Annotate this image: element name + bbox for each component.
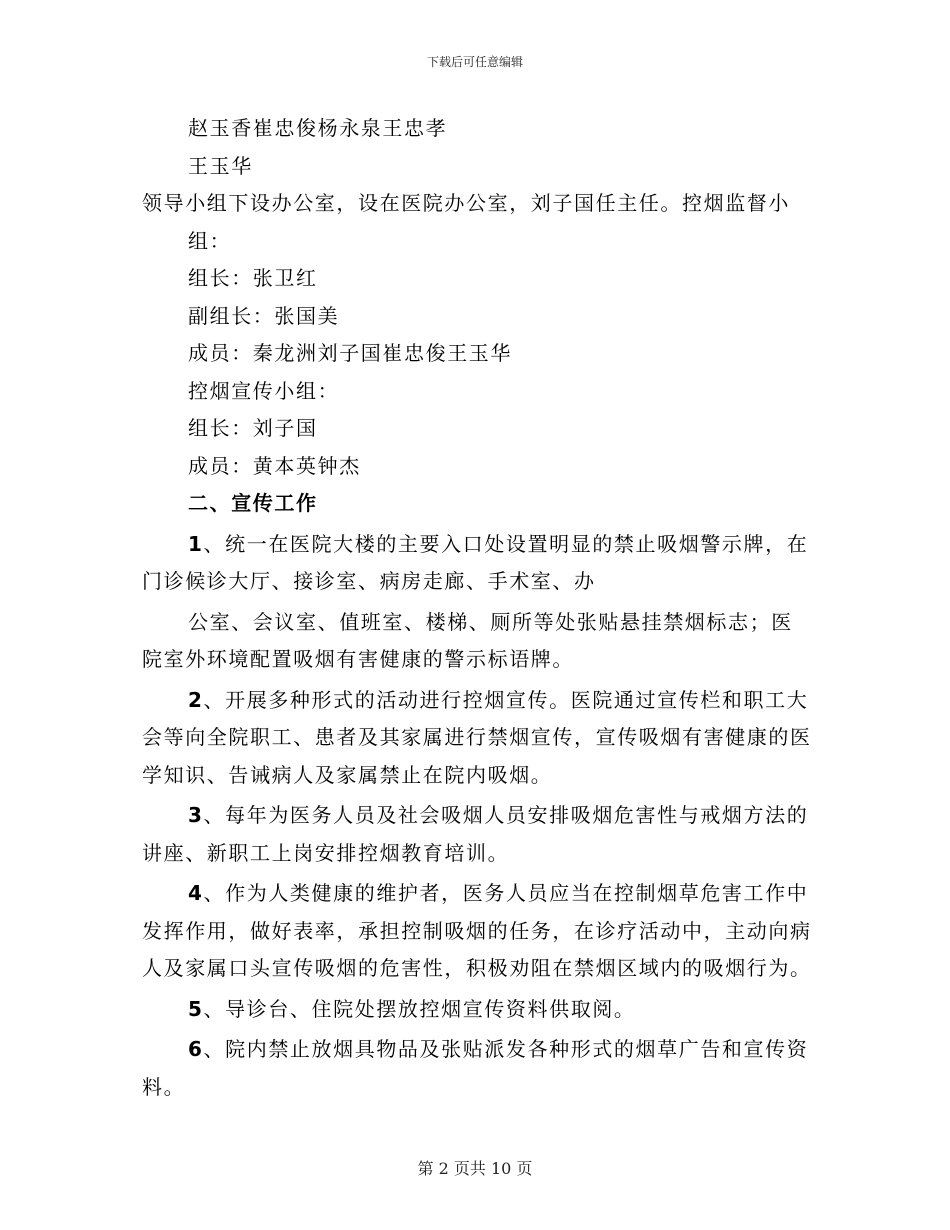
- item-number: 1: [188, 531, 204, 556]
- item-number: 5: [188, 996, 204, 1021]
- office-paragraph: 领导小组下设办公室，设在医院办公室，刘子国任主任。控烟监督小组：: [142, 191, 790, 253]
- list-item: [142, 604, 812, 679]
- list-item: [142, 526, 812, 601]
- item-text: 、每年为医务人员及社会吸烟人员安排吸烟危害性与戒烟方法的讲座、新职工上岗安排控烟教育培训。: [142, 803, 809, 865]
- list-item: [142, 991, 812, 1029]
- supervision-deputy: 副组长：张国美: [188, 303, 340, 328]
- list-item: [142, 797, 812, 872]
- item-text: 、统一在医院大楼的主要入口处设置明显的禁止吸烟警示牌，在门诊候诊大厅、接诊室、病房走廊、手术室、办: [142, 531, 809, 593]
- promo-group-leader: 组长：刘子国: [188, 416, 318, 440]
- promo-group-members: 成员：黄本英钟杰: [188, 453, 361, 478]
- supervision-leader: 组长：张卫红: [188, 266, 318, 290]
- page-header: 下载后可任意编辑: [426, 55, 523, 69]
- item-number: 6: [188, 1037, 204, 1061]
- list-item: [142, 875, 812, 988]
- list-item: [142, 682, 812, 795]
- section-title: 二、宣传工作: [188, 491, 318, 515]
- promo-group-title: 控烟宣传小组：: [188, 378, 340, 403]
- item-number: 4: [188, 881, 204, 905]
- members-line-2: 王玉华: [188, 153, 253, 178]
- supervision-members: 成员：秦龙洲刘子国崔忠俊王玉华: [188, 341, 512, 365]
- item-number: 2: [188, 687, 204, 712]
- members-line: 赵玉香崔忠俊杨永泉王忠孝: [188, 116, 448, 140]
- item-text: 、导诊台、住院处摆放控烟宣传资料供取阅。: [203, 996, 636, 1021]
- item-text: 、开展多种形式的活动进行控烟宣传。医院通过宣传栏和职工大会等向全院职工、患者及其家属进行禁烟宣传，宣传吸烟有害健康的医学知识、告诫病人及家属禁止在院内吸烟。: [142, 687, 812, 787]
- document-body: [142, 110, 812, 1106]
- page-footer: 第 2 页共 10 页: [417, 1159, 533, 1178]
- item-text: 、作为人类健康的维护者，医务人员应当在控制烟草危害工作中发挥作用，做好表率，承担控制吸烟的任务，在诊疗活动中，主动向病人及家属口头宣传吸烟的危害性，积极劝阻在禁烟区域内的吸烟行为。: [142, 881, 812, 980]
- item-text: 公室、会议室、值班室、楼梯、厕所等处张贴悬挂禁烟标志；医院室外环境配置吸烟有害健康的警示标语牌。: [142, 609, 793, 671]
- list-item: [142, 1031, 812, 1106]
- item-number: 3: [188, 803, 204, 827]
- item-text: 、院内禁止放烟具物品及张贴派发各种形式的烟草广告和宣传资料。: [142, 1037, 809, 1099]
